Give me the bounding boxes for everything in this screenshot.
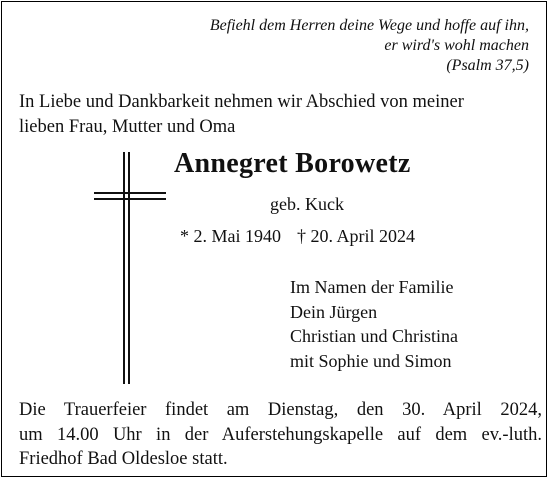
family-line: mit Sophie und Simon	[290, 350, 452, 371]
death-date: † 20. April 2024	[297, 226, 416, 246]
life-dates	[180, 225, 415, 247]
cross-icon	[94, 152, 166, 384]
farewell-line-1: In Liebe und Dankbarkeit nehmen wir Abschied von meiner	[19, 92, 464, 112]
farewell-text	[19, 90, 539, 140]
farewell-line-2: lieben Frau, Mutter und Oma	[19, 117, 236, 137]
psalm-line-2: er wird's wohl machen	[384, 37, 529, 54]
funeral-line: um 14.00 Uhr in der Auferstehungskapelle auf dem ev.-luth.	[19, 424, 542, 445]
psalm-quote	[210, 16, 529, 76]
deceased-name: Annegret Borowetz	[174, 148, 411, 179]
family-line: Im Namen der Familie	[290, 277, 454, 297]
family-line: Christian und Christina	[290, 326, 458, 346]
psalm-line-1: Befiehl dem Herren deine Wege und hoffe auf ihn,	[209, 17, 529, 34]
birth-date: * 2. Mai 1940	[180, 226, 281, 246]
funeral-info	[19, 398, 542, 472]
family-line: Dein Jürgen	[290, 301, 378, 322]
psalm-reference: (Psalm 37,5)	[446, 57, 529, 74]
funeral-line: Friedhof Bad Oldesloe statt.	[19, 449, 228, 469]
family-signature	[290, 275, 458, 373]
obituary-notice	[1, 1, 547, 477]
birth-name: geb. Kuck	[270, 194, 344, 214]
funeral-line: Die Trauerfeier findet am Dienstag, den 30. April 2024,	[19, 400, 542, 420]
